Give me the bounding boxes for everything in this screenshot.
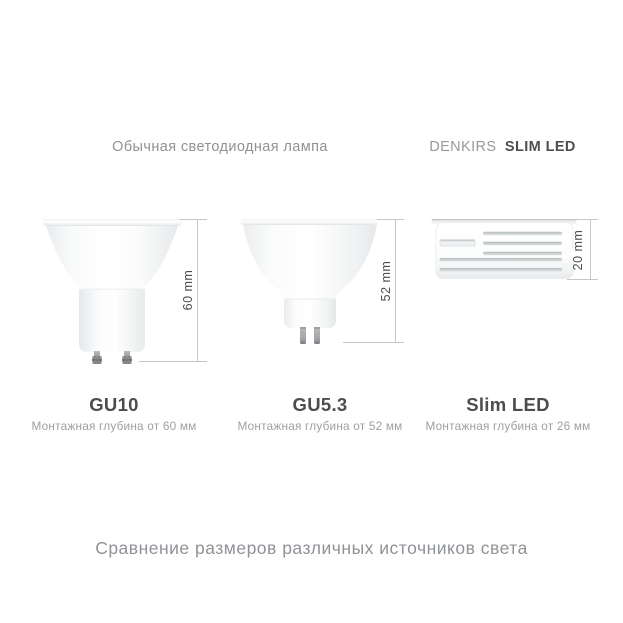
gu5-3-pin-left bbox=[300, 327, 306, 344]
dimension-line bbox=[197, 219, 198, 361]
mounting-clip bbox=[440, 240, 475, 247]
gu5-3-lamp-icon bbox=[240, 219, 380, 346]
header-denkirs-slim-led bbox=[405, 139, 600, 155]
dimension-tick bbox=[377, 219, 404, 220]
comparison-caption: Сравнение размеров различных источников света bbox=[95, 538, 528, 558]
dimension-tick bbox=[343, 342, 404, 343]
product-name: SLIM LED bbox=[504, 139, 576, 155]
slim-led-module-icon bbox=[431, 219, 577, 281]
brand-name: DENKIRS bbox=[429, 139, 497, 155]
mounting-depth-slim-led: Монтажная глубина от 26 мм bbox=[425, 419, 591, 433]
dimension-tick bbox=[571, 219, 598, 220]
gu10-prong-right bbox=[122, 351, 132, 364]
dimension-line bbox=[590, 219, 591, 280]
mounting-depth-gu10: Монтажная глубина от 60 мм bbox=[31, 419, 197, 433]
gu10-lamp-icon bbox=[42, 219, 182, 365]
dimension-label-52mm: 52 mm bbox=[379, 260, 393, 302]
header-regular-led-lamp: Обычная светодиодная лампа bbox=[112, 139, 328, 155]
gu10-prong-left bbox=[92, 351, 102, 364]
dimension-tick bbox=[139, 361, 207, 362]
dimension-label-20mm: 20 mm bbox=[571, 229, 585, 271]
lamp-name-gu10: GU10 bbox=[89, 394, 139, 415]
dimension-label-60mm: 60 mm bbox=[181, 269, 195, 311]
lamp-name-gu5-3: GU5.3 bbox=[292, 394, 348, 415]
slim-led-label-block bbox=[408, 395, 608, 433]
dimension-tick bbox=[180, 219, 207, 220]
gu5-3-pin-right bbox=[314, 327, 320, 344]
mounting-depth-gu5-3: Монтажная глубина от 52 мм bbox=[237, 419, 403, 433]
dimension-tick bbox=[567, 279, 598, 280]
gu5-3-label-block bbox=[220, 395, 420, 433]
lamp-name-slim-led: Slim LED bbox=[466, 394, 550, 415]
gu10-label-block bbox=[14, 395, 214, 433]
dimension-line bbox=[395, 219, 396, 343]
